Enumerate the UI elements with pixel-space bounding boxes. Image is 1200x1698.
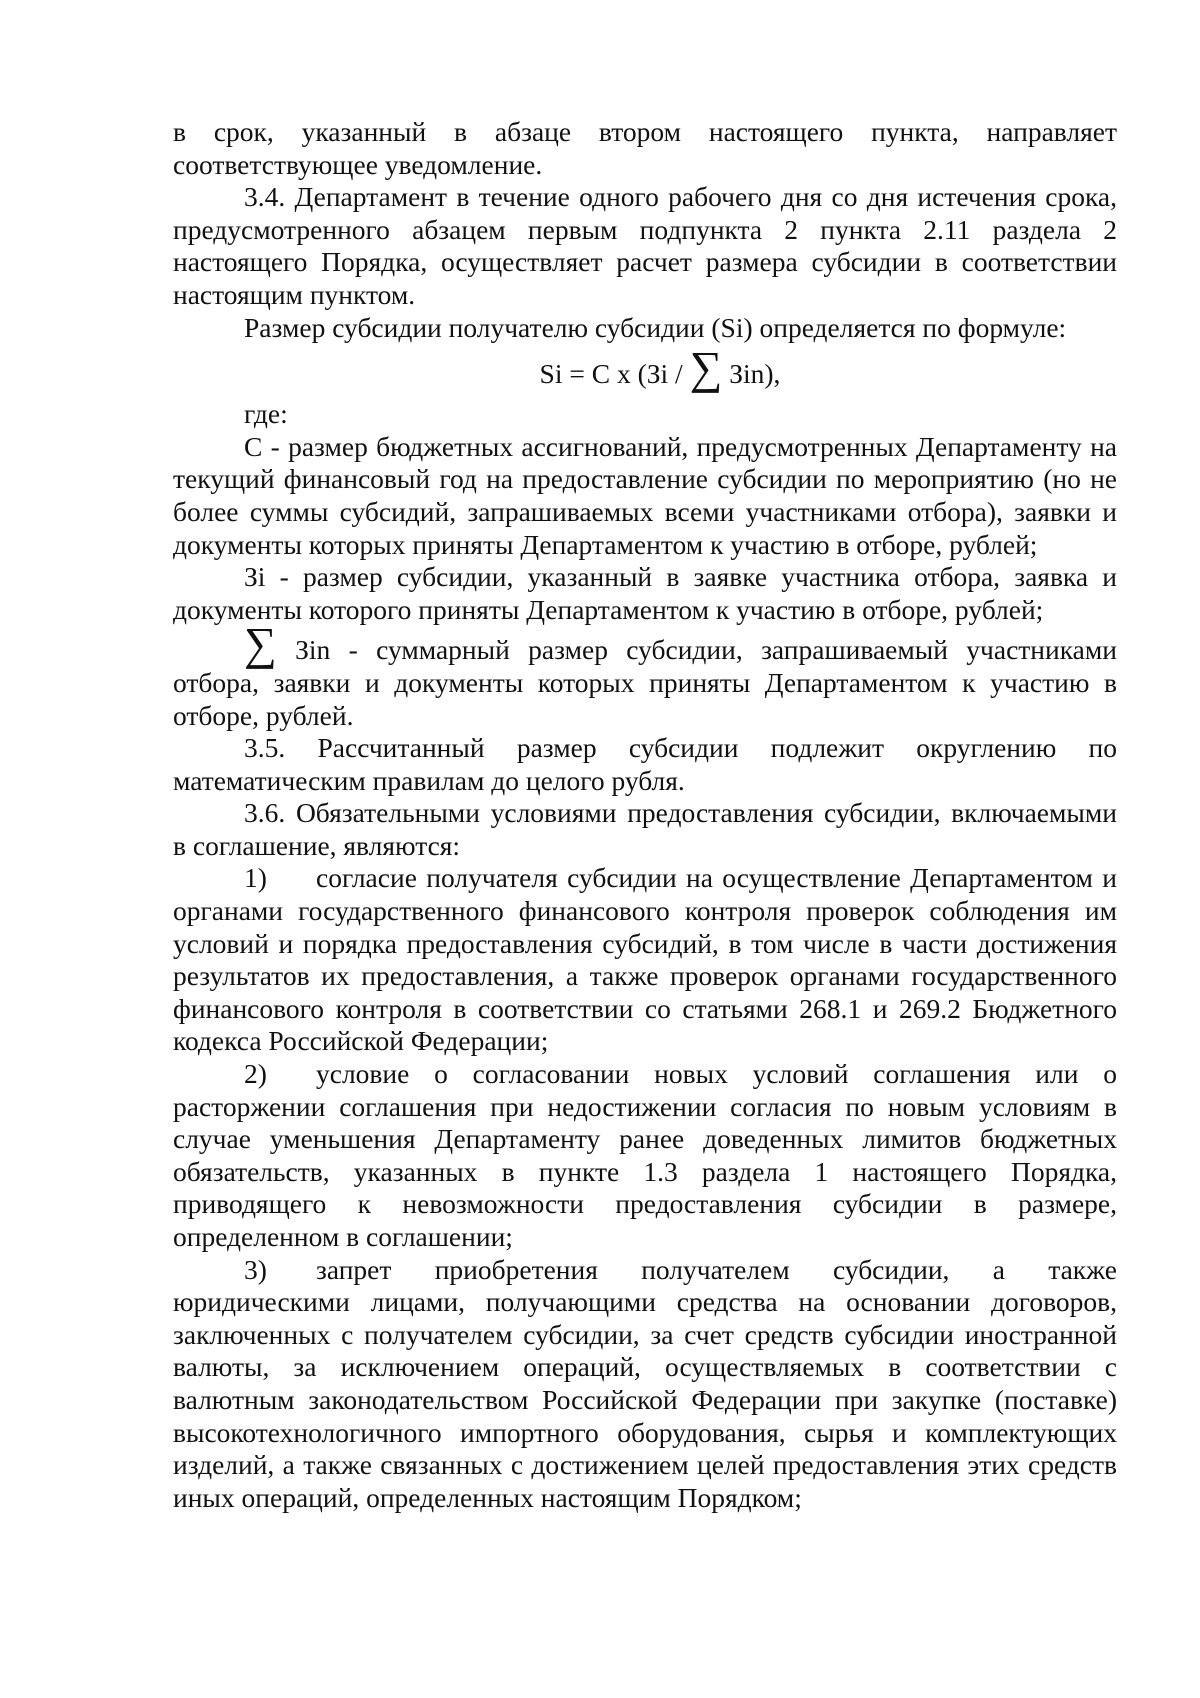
list-number: 3) bbox=[244, 1253, 267, 1285]
paragraph-definition-zin bbox=[173, 618, 1118, 732]
subsidy-formula bbox=[173, 344, 1117, 398]
list-number: 2) bbox=[244, 1058, 267, 1090]
list-number: 1) bbox=[244, 862, 267, 894]
formula-left: Si = C x (Зi / bbox=[539, 358, 683, 390]
paragraph-definition-zi: Зi - размер субсидии, указанный в заявке участника отбора, заявка и документы которого приняты Департаментом к участию в отборе, рублей; bbox=[173, 561, 1117, 625]
sum-sigma-icon: ∑ bbox=[244, 618, 277, 670]
document-page bbox=[173, 116, 1117, 1514]
list-item-text: запрет приобретения получателем субсидии, а также юридическими лицами, получающими средства на основании договоров, заключенных с получателем субсидии, за счет средств субсидии иностранной валюты, за исключением операций, осуществляемых в соответствии с валютным законодательством Российской Федерации при закупке (поставке) высокотехнологичного импортного оборудования, сырья и комплектующих изделий, а также связанных с достижением целей предоставления этих средств иных операций, определенных настоящим Порядком; bbox=[173, 1253, 1117, 1513]
list-item-1 bbox=[173, 862, 1117, 1058]
formula-right: Зin), bbox=[729, 358, 781, 390]
paragraph-3-4: 3.4. Департамент в течение одного рабочего дня со дня истечения срока, предусмотренного абзацем первым подпункта 2 пункта 2.11 раздела 2 настоящего Порядка, осуществляет расчет размера субсидии в соответствии настоящим пунктом. bbox=[173, 181, 1117, 310]
paragraph-formula-intro: Размер субсидии получателю субсидии (Si) определяется по формуле: bbox=[244, 311, 1067, 343]
paragraph-continuation: в срок, указанный в абзаце втором настоящего пункта, направляет соответствующее уведомление. bbox=[173, 116, 1117, 180]
list-item-3 bbox=[173, 1254, 1117, 1515]
list-item-text: согласие получателя субсидии на осуществление Департаментом и органами государственного финансового контроля проверок соблюдения им условий и порядка предоставления субсидий, в том числе в части достижения результатов их предоставления, а также проверок органами государственного финансового контроля в соответствии со статьями 268.1 и 269.2 Бюджетного кодекса Российской Федерации; bbox=[173, 862, 1117, 1057]
paragraph-3-5: 3.5. Рассчитанный размер субсидии подлежит округлению по математическим правилам до целого рубля. bbox=[173, 732, 1117, 796]
definition-zin-text: Зin - суммарный размер субсидии, запрашиваемый участниками отбора, заявки и документы которых приняты Департаментом к участию в отборе, рублей. bbox=[173, 634, 1118, 731]
paragraph-3-6: 3.6. Обязательными условиями предоставления субсидии, включаемыми в соглашение, являются: bbox=[173, 797, 1117, 861]
list-item-text: условие о согласовании новых условий соглашения или о расторжении соглашения при недостижении согласия по новым условиям в случае уменьшения Департаменту ранее доведенных лимитов бюджетных обязательств, указанных в пункте 1.3 раздела 1 настоящего Порядка, приводящего к невозможности предоставления субсидии в размере, определенном в соглашении; bbox=[173, 1058, 1117, 1252]
list-item-2 bbox=[173, 1058, 1117, 1254]
paragraph-where: где: bbox=[244, 398, 288, 430]
paragraph-definition-c: C - размер бюджетных ассигнований, предусмотренных Департаменту на текущий финансовый год на предоставление субсидии по мероприятию (но не более суммы субсидий, запрашиваемых всеми участниками отбора), заявки и документы которых приняты Департаментом к участию в отборе, рублей; bbox=[173, 430, 1117, 560]
sum-sigma-icon: ∑ bbox=[689, 342, 723, 394]
